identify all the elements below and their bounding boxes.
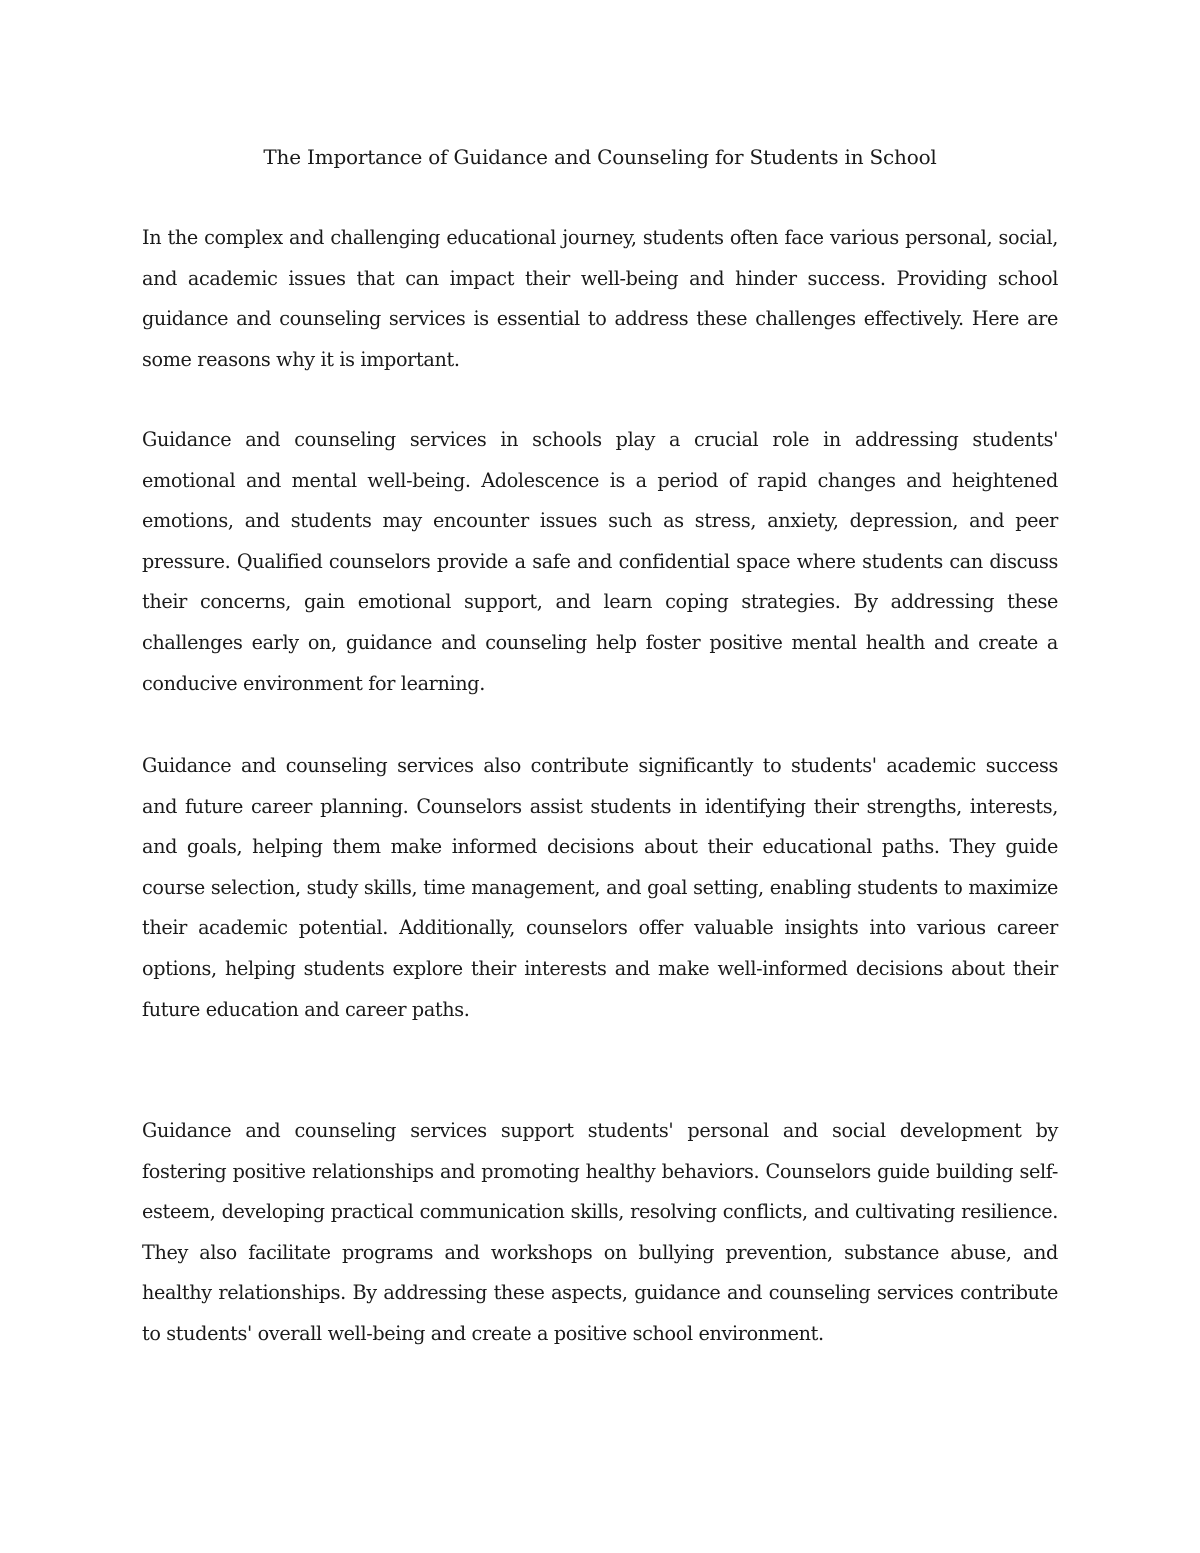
document-title: The Importance of Guidance and Counseling for Students in School [263,145,937,169]
paragraph-introduction: In the complex and challenging educational journey, students often face various personal, social, and academic issues that can impact their well-being and hinder success. Providing school guidance and counseling services is essential to address these challenges effectively. Here are some reasons why it is important. [142,226,1058,371]
paragraph-personal-social: Guidance and counseling services support students' personal and social development by fostering positive relationships and promoting healthy behaviors. Counselors guide building self-esteem, developing practical communication skills, resolving conflicts, and cultivating resilience. They also facilitate programs and workshops on bullying prevention, substance abuse, and healthy relationships. By addressing these aspects, guidance and counseling services contribute to students' overall well-being and create a positive school environment. [142,1119,1058,1345]
paragraph-emotional-wellbeing: Guidance and counseling services in schools play a crucial role in addressing students' emotional and mental well-being. Adolescence is a period of rapid changes and heightened emotions, and students may encounter issues such as stress, anxiety, depression, and peer pressure. Qualified counselors provide a safe and confidential space where students can discuss their concerns, gain emotional support, and learn coping strategies. By addressing these challenges early on, guidance and counseling help foster positive mental health and create a conducive environment for learning. [142,428,1058,695]
paragraph-academic-career: Guidance and counseling services also contribute significantly to students' academic success and future career planning. Counselors assist students in identifying their strengths, interests, and goals, helping them make informed decisions about their educational paths. They guide course selection, study skills, time management, and goal setting, enabling students to maximize their academic potential. Additionally, counselors offer valuable insights into various career options, helping students explore their interests and make well-informed decisions about their future education and career paths. [142,754,1058,1021]
